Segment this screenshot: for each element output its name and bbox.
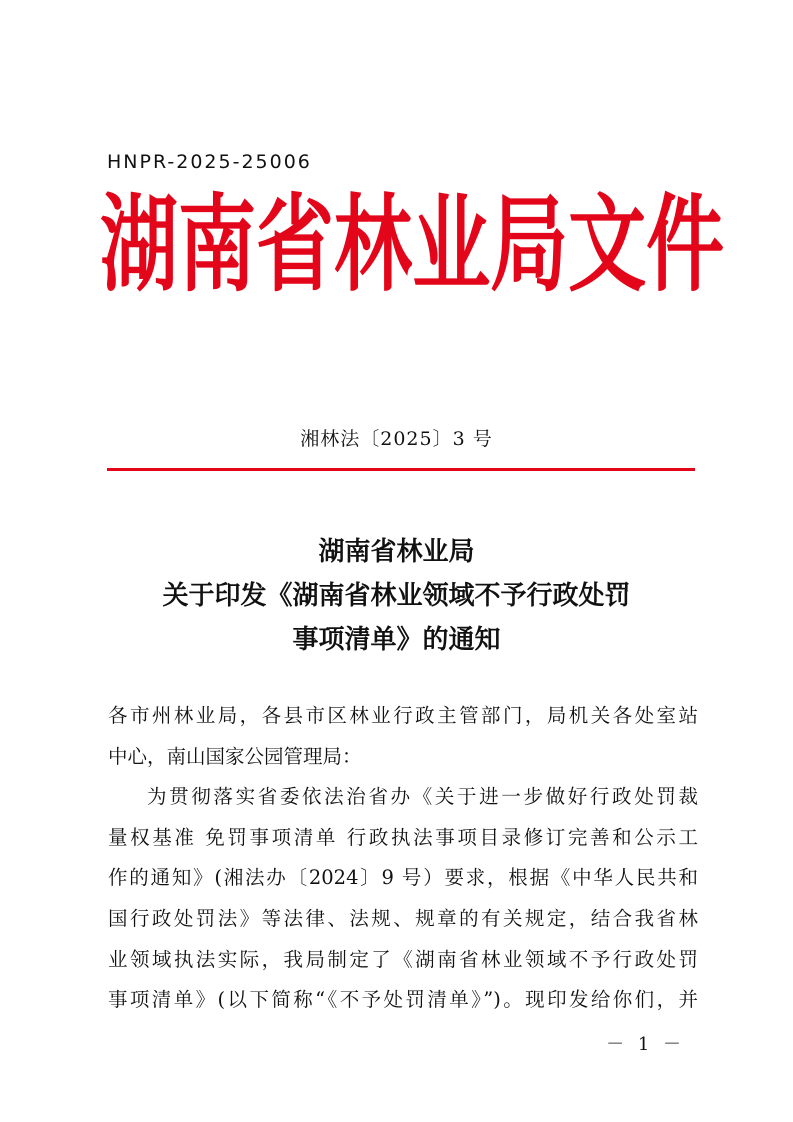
masthead-char: 南 [178, 185, 257, 307]
body-line: 量权基准 免罚事项清单 行政执法事项目录修订完善和公示工 [108, 825, 698, 849]
title-line: 事项清单》的通知 [292, 625, 501, 655]
body-line: 各市州林业局，各县市区林业行政主管部门，局机关各处室站 [108, 704, 698, 727]
body-line: 作的通知》(湘法办〔2024〕9 号）要求，根据《中华人民共和 [108, 866, 698, 890]
title-line: 关于印发《湖南省林业领域不予行政处罚 [162, 581, 631, 611]
document-number: 湘林法〔2025〕3 号 [300, 428, 493, 450]
body-line: 为贯彻落实省委依法治省办《关于进一步做好行政处罚裁 [147, 785, 698, 809]
page-number: － 1 － [606, 1034, 685, 1055]
masthead-char: 湖 [100, 185, 179, 307]
document-body [108, 696, 698, 1021]
masthead-char: 林 [334, 185, 413, 307]
masthead-char: 省 [256, 185, 335, 307]
title-line: 湖南省林业局 [318, 537, 475, 567]
masthead [100, 185, 725, 307]
masthead-char: 件 [646, 185, 725, 307]
body-line: 业领域执法实际，我局制定了《湖南省林业领域不予行政处罚 [108, 947, 698, 971]
body-line: 事项清单》(以下简称“《不予处罚清单》”)。现印发给你们，并 [108, 988, 698, 1012]
masthead-char: 业 [412, 185, 491, 307]
red-divider [107, 468, 695, 471]
masthead-char: 文 [568, 185, 647, 307]
document-title [0, 530, 793, 662]
document-code: HNPR-2025-25006 [107, 151, 312, 173]
body-line: 国行政处罚法》等法律、法规、规章的有关规定，结合我省林 [108, 906, 698, 930]
masthead-char: 局 [490, 185, 569, 307]
body-line: 中心，南山国家公园管理局： [108, 744, 362, 768]
